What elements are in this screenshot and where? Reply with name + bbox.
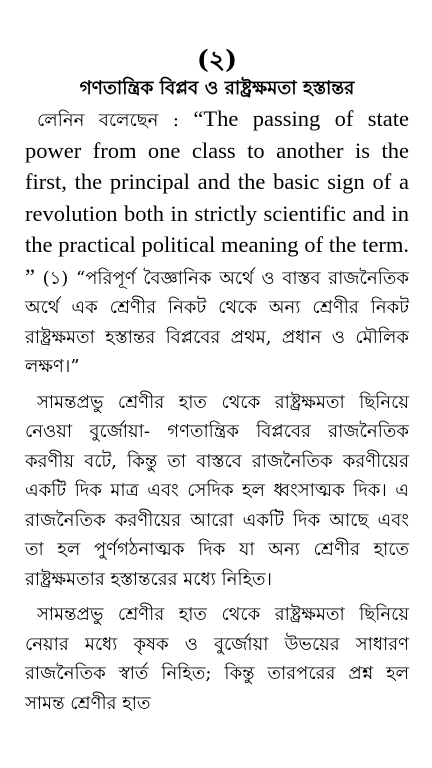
paragraph-lead: লেনিন বলেছেন : <box>37 110 194 131</box>
paragraph-three: সামন্তপ্রভু শ্রেণীর হাত থেকে রাষ্ট্রক্ষমতা ছিনিয়ে নেয়ার মধ্যে কৃষক ও বুর্জোয়া উভয়ের সাধারণ রাজনৈতিক স্বার্ত নিহিত; কিন্তু তারপরের প্রশ্ন হল সামন্ত শ্রেণীর হাত <box>25 604 409 714</box>
chapter-title: গণতান্ত্রিক বিপ্লব ও রাষ্ট্রক্ষমতা হস্তান্তর <box>79 78 355 99</box>
chapter-number: (২) <box>197 45 237 74</box>
bengali-translation: (১) “পরিপূর্ণ বৈজ্ঞানিক অর্থে ও বাস্তব রাজনৈতিক অর্থে এক শ্রেণীর নিকট থেকে অন্য শ্রেণীর নিকট রাষ্ট্রক্ষমতা হস্তান্তর বিপ্লবের প্রথম, প্রধান ও মৌলিক লক্ষণ।” <box>25 267 409 377</box>
english-quote: “The passing of state power from one class to another is the first, the principal and the basic sign of a revolution both in strictly scientific and in the practical political meaning of the term. ” <box>25 106 409 289</box>
paragraph-lenin-quote <box>25 104 409 382</box>
paragraph-two: সামন্তপ্রভু শ্রেণীর হাত থেকে রাষ্ট্রক্ষমতা ছিনিয়ে নেওয়া বুর্জোয়া- গণতান্ত্রিক বিপ্লবের রাজনৈতিক করণীয় বটে, কিন্তু তা বাস্তবে রাজনৈতিক করণীয়ের একটি দিক মাত্র এবং সেদিক হল ধ্বংসাত্মক দিক। এ রাজনৈতিক করণীয়ের আরো একটি দিক আছে এবং তা হল পুর্ণগঠনাত্মক দিক যা অন্য শ্রেণীর হাতে রাষ্ট্রক্ষমতার হস্তান্তরের মধ্যে নিহিত। <box>25 391 409 590</box>
